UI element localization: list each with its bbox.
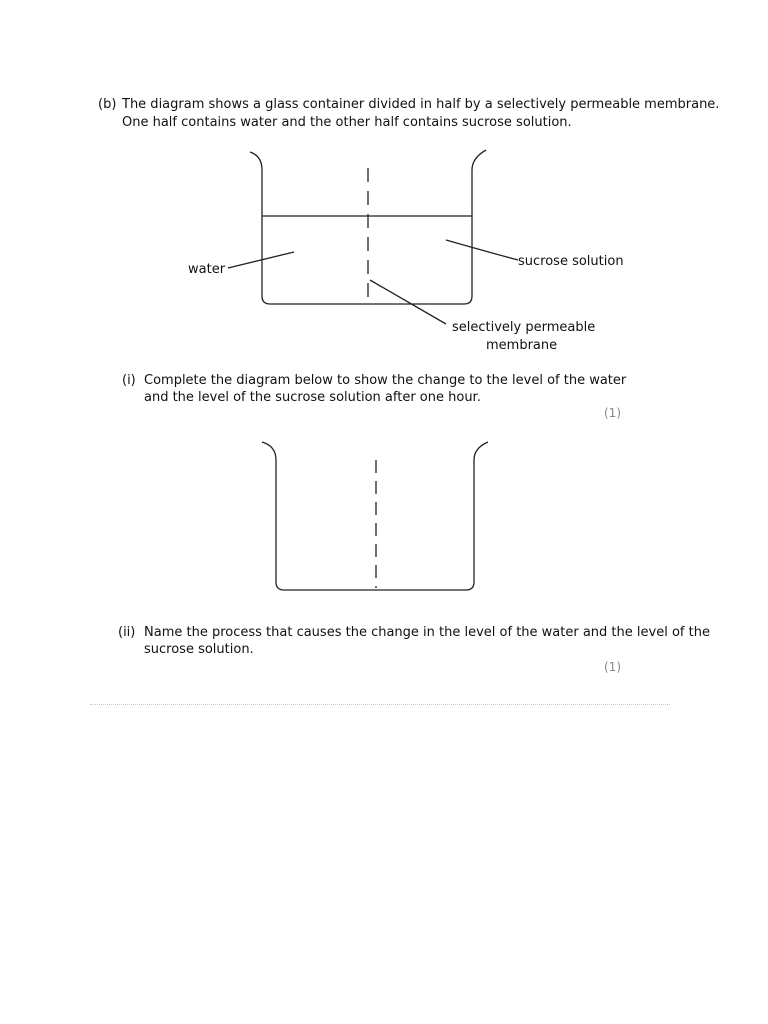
question-b-line-2: One half contains water and the other half contains sucrose solution.: [122, 115, 572, 130]
membrane-label-line-2: membrane: [486, 338, 558, 353]
part-i-marks: (1): [604, 406, 621, 420]
question-b-number: (b): [98, 97, 117, 112]
sucrose-leader-line: [446, 240, 518, 260]
water-label: water: [188, 262, 226, 277]
membrane-leader-line: [370, 280, 446, 324]
part-i-line-2: and the level of the sucrose solution after one hour.: [144, 390, 481, 405]
part-ii-line-2: sucrose solution.: [144, 642, 254, 657]
water-leader-line: [228, 252, 294, 268]
blank-container-diagram: [0, 436, 768, 596]
container-diagram: [0, 140, 768, 360]
blank-container-outline: [262, 442, 488, 590]
sucrose-solution-label: sucrose solution: [518, 254, 624, 269]
part-ii-line-1: Name the process that causes the change in the level of the water and the level of the: [144, 625, 710, 640]
part-ii-number: (ii): [118, 625, 136, 640]
part-i-number: (i): [122, 373, 136, 388]
membrane-label-line-1: selectively permeable: [452, 320, 596, 335]
question-b-line-1: The diagram shows a glass container divided in half by a selectively permeable membrane.: [122, 97, 720, 112]
part-ii-marks: (1): [604, 660, 621, 674]
answer-divider: [90, 704, 670, 705]
part-i-line-1: Complete the diagram below to show the change to the level of the water: [144, 373, 627, 388]
